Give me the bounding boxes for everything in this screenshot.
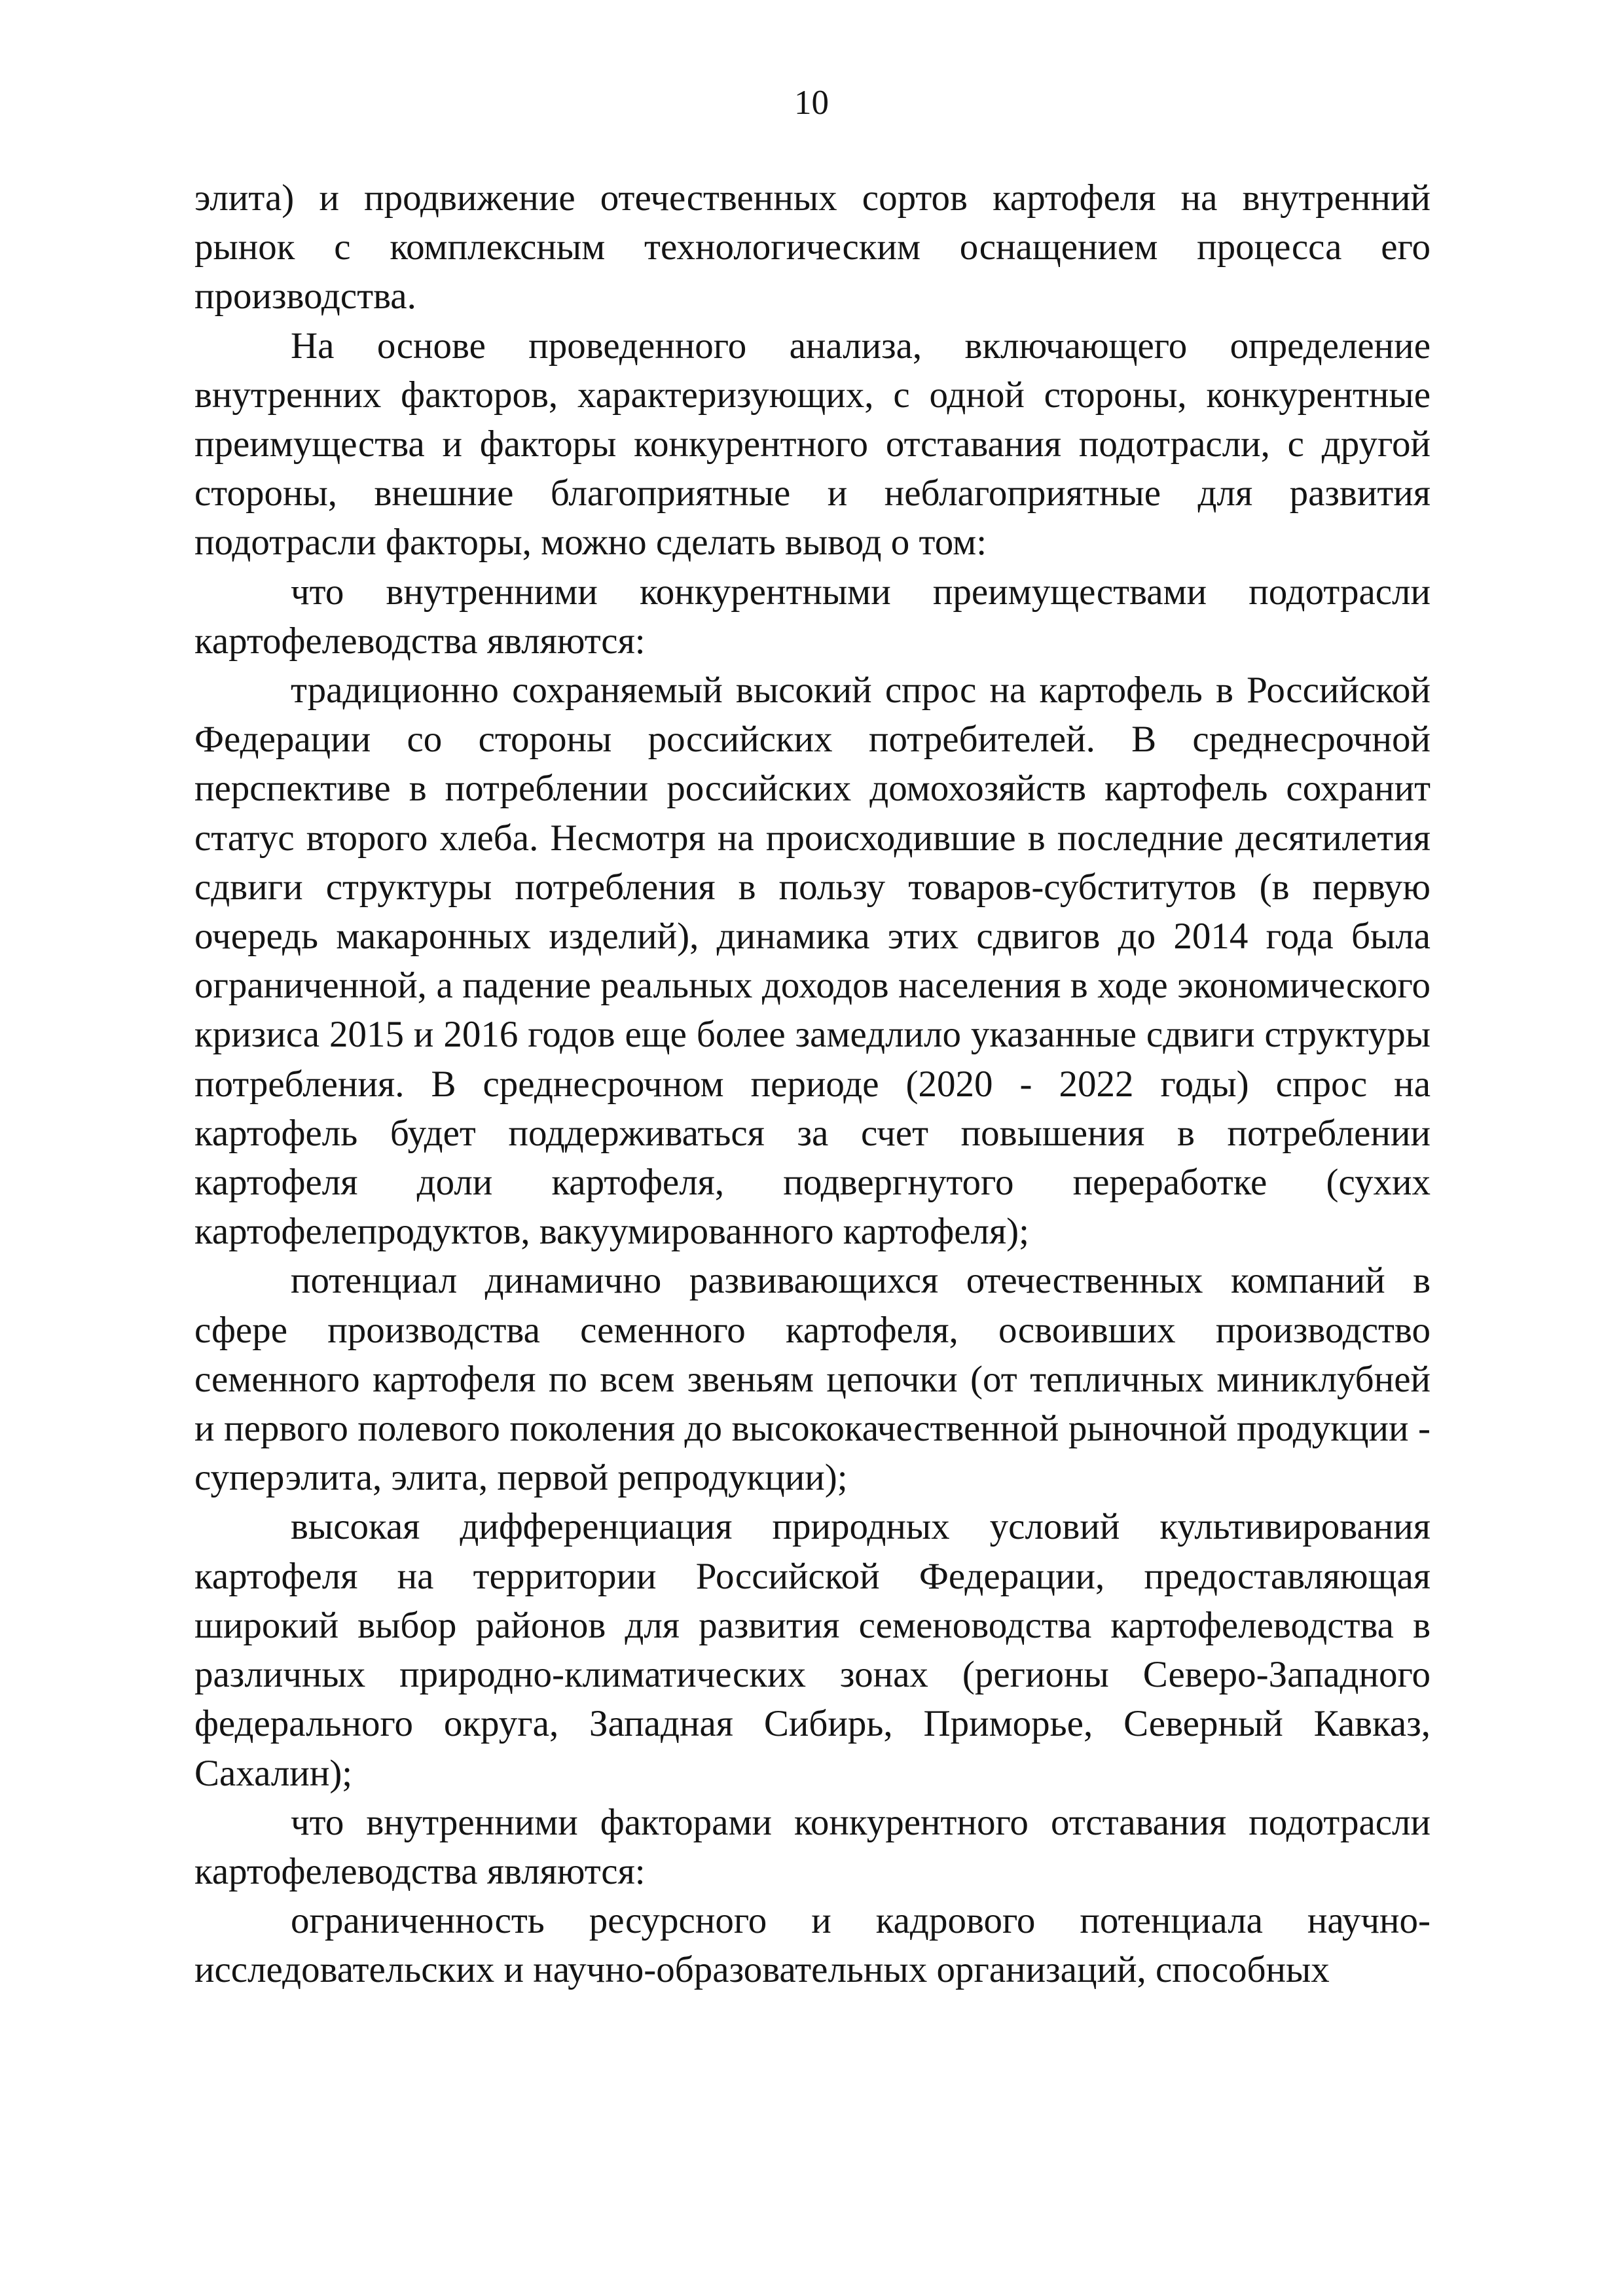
paragraph-advantages-heading: что внутренними конкурентными преимуществами подотрасли картофелеводства являются: <box>194 571 1431 662</box>
page-number: 10 <box>794 84 829 122</box>
paragraph-limited-resources: ограниченность ресурсного и кадрового потенциала научно-исследовательских и научно-образовательных организаций, способных <box>194 1900 1431 1991</box>
paragraph-lag-factors-heading: что внутренними факторами конкурентного отставания подотрасли картофелеводства являются: <box>194 1801 1431 1892</box>
paragraph-seed-companies: потенциал динамично развивающихся отечественных компаний в сфере производства семенного картофеля, освоивших производство семенного картофеля по всем звеньям цепочки (от тепличных миниклубней и первого полевого поколения до высококачественной рыночной продукции - суперэлита, элита, первой репродукции); <box>194 1260 1431 1499</box>
paragraph-analysis-intro: На основе проведенного анализа, включающего определение внутренних факторов, характеризующих, с одной стороны, конкурентные преимущества и факторы конкурентного отставания подотрасли, с другой стороны, внешние благоприятные и неблагоприятные для развития подотрасли факторы, можно сделать вывод о том: <box>194 325 1431 564</box>
paragraph-natural-conditions: высокая дифференциация природных условий культивирования картофеля на территории Российской Федерации, предоставляющая широкий выбор районов для развития семеноводства картофелеводства в различных природно-климатических зонах (регионы Северо-Западного федерального округа, Западная Сибирь, Приморье, Северный Кавказ, Сахалин); <box>194 1506 1431 1794</box>
paragraph-demand: традиционно сохраняемый высокий спрос на картофель в Российской Федерации со стороны российских потребителей. В среднесрочной перспективе в потреблении российских домохозяйств картофель сохранит статус второго хлеба. Несмотря на происходившие в последние десятилетия сдвиги структуры потребления в пользу товаров-субститутов (в первую очередь макаронных изделий), динамика этих сдвигов до 2014 года была ограниченной, а падение реальных доходов населения в ходе экономического кризиса 2015 и 2016 годов еще более замедлило указанные сдвиги структуры потребления. В среднесрочном периоде (2020 - 2022 годы) спрос на картофель будет поддерживаться за счет повышения в потреблении картофеля доли картофеля, подвергнутого переработке (сухих картофелепродуктов, вакуумированного картофеля); <box>194 670 1431 1253</box>
paragraph-continuation: элита) и продвижение отечественных сортов картофеля на внутренний рынок с комплексным технологическим оснащением процесса его производства. <box>194 177 1431 317</box>
body-text <box>194 173 1431 1995</box>
